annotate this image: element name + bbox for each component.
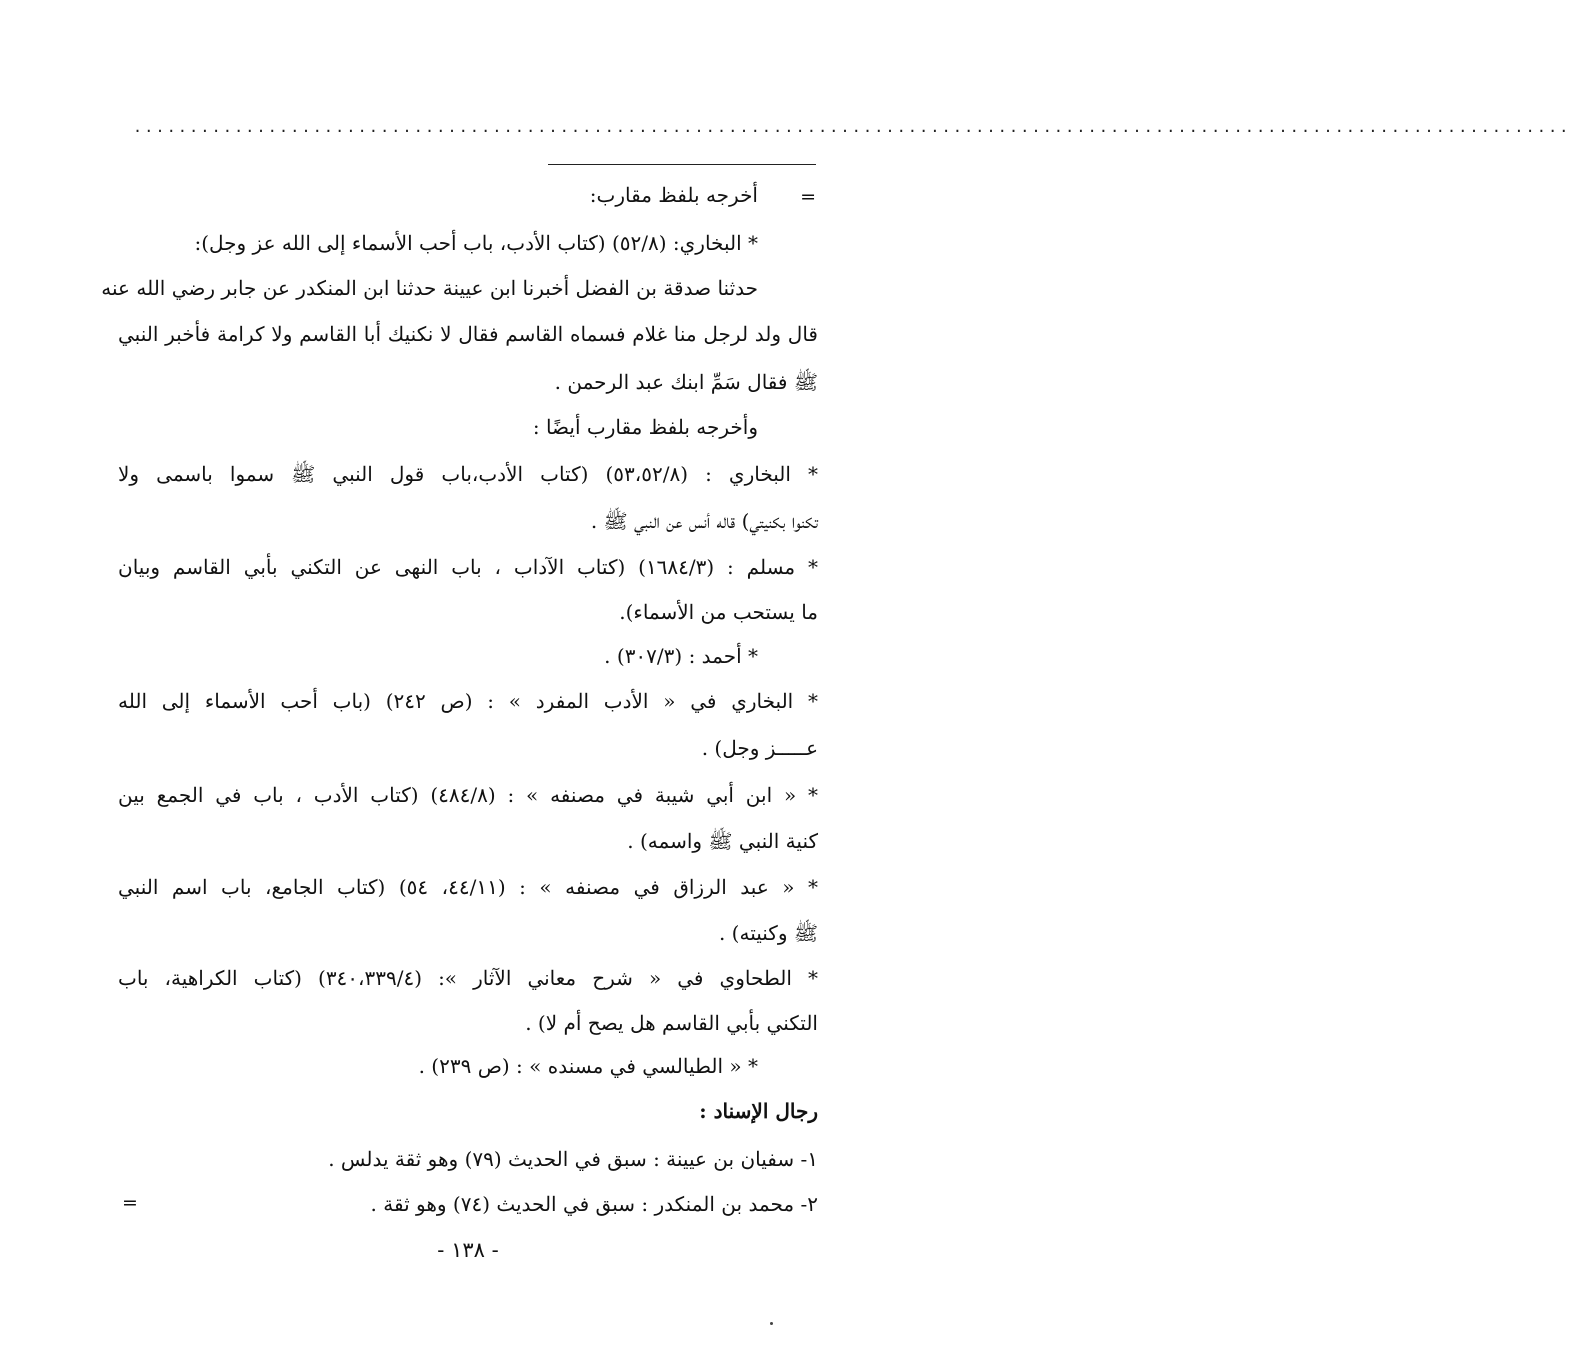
text-line: * « عبد الرزاق في مصنفه » : (٤٤/١١، ٥٤) (كتاب الجامع، باب اسم النبي [118,875,819,899]
text-line: التكني بأبي القاسم هل يصح أم لا) . [525,1011,818,1035]
footnote-rule [548,164,816,165]
text-line: قال ولد لرجل منا غلام فسماه القاسم فقال لا نكنيك أبا القاسم ولا كرامة فأخبر النبي [118,322,818,346]
header-dotted-line: ................................................................................................................................ [133,118,1571,136]
continuation-mark-bottom: = [122,1192,138,1214]
text-line: ٢- محمد بن المنكدر : سبق في الحديث (٧٤) وهو ثقة . [370,1192,818,1216]
text-line: أخرجه بلفظ مقارب: [589,183,758,207]
text-line: ﷺ فقال سَمِّ ابنك عبد الرحمن . [554,370,818,394]
text-line: حدثنا صدقة بن الفضل أخبرنا ابن عيينة حدثنا ابن المنكدر عن جابر رضي الله عنه [101,276,758,300]
text-line: تكنوا بكنيتي) قاله أنس عن النبي ﷺ . [590,509,818,533]
text-line: * مسلم : (١٦٨٤/٣) (كتاب الآداب ، باب النهى عن التكني بأبي القاسم وبيان [118,555,819,579]
text-line: * البخاري: (٥٢/٨) (كتاب الأدب، باب أحب الأسماء إلى الله عز وجل): [194,231,758,255]
text-line: ﷺ وكنيته) . [718,921,818,945]
text-line: * الطحاوي في « شرح معاني الآثار »: (٣٤٠،٣٣٩/٤) (كتاب الكراهية، باب [118,966,818,990]
scan-speck [770,1322,773,1325]
text-line: * البخاري في « الأدب المفرد » : (ص ٢٤٢) (باب أحب الأسماء إلى الله [118,689,818,713]
text-line: * « ابن أبي شيبة في مصنفه » : (٤٨٤/٨) (كتاب الأدب ، باب في الجمع بين [118,783,818,807]
section-heading: رجال الإسناد : [699,1099,818,1123]
page-number: - ١٣٨ - [437,1238,499,1262]
text-line: كنية النبي ﷺ واسمه) . [627,829,818,853]
text-line: وأخرجه بلفظ مقارب أيضًا : [532,415,758,439]
text-line: * أحمد : (٣٠٧/٣) . [604,644,758,668]
text-line: * « الطيالسي في مسنده » : (ص ٢٣٩) . [418,1054,758,1078]
text-line: عـــــز وجل) . [701,736,818,760]
text-line: ما يستحب من الأسماء). [619,600,818,624]
continuation-mark-top: = [800,186,816,208]
text-line: ١- سفيان بن عيينة : سبق في الحديث (٧٩) وهو ثقة يدلس . [328,1147,818,1171]
text-line: * البخاري : (٥٣،٥٢/٨) (كتاب الأدب،باب قول النبي ﷺ سموا باسمى ولا [118,462,818,486]
